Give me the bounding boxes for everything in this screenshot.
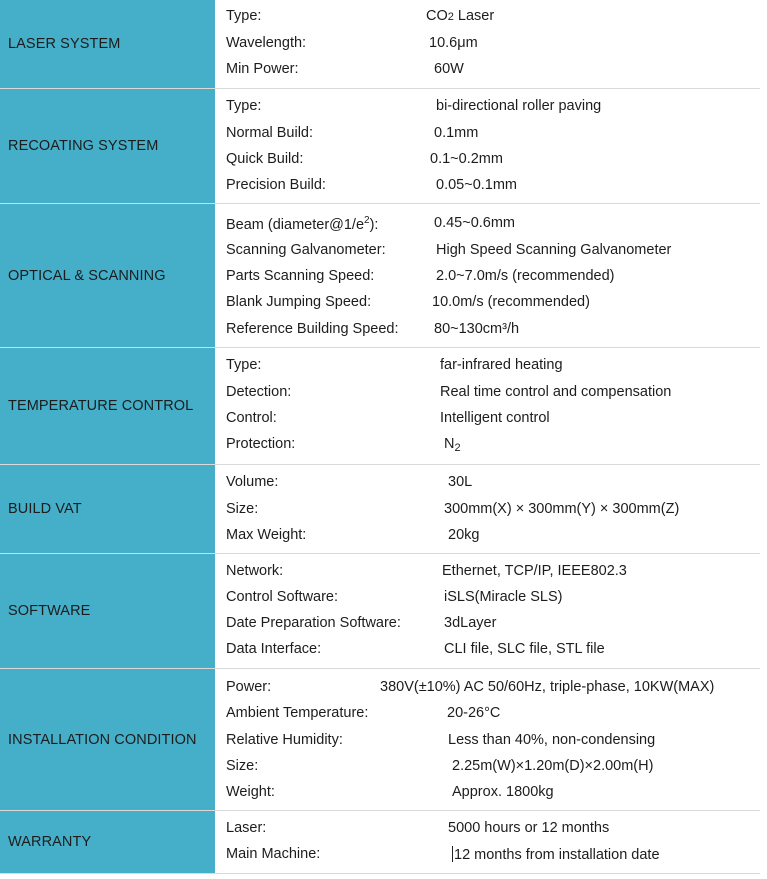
spec-row <box>215 527 760 547</box>
spec-label: Control Software: <box>226 589 339 605</box>
spec-label: Blank Jumping Speed: <box>226 294 372 310</box>
spec-label: Laser: <box>226 820 267 836</box>
spec-value: 10.6μm <box>429 35 478 51</box>
section-rows <box>215 89 760 203</box>
spec-label: Type: <box>226 8 262 24</box>
spec-row <box>215 242 760 262</box>
spec-value: 300mm(X) × 300mm(Y) × 300mm(Z) <box>444 501 680 517</box>
spec-label: Control: <box>226 410 277 426</box>
spec-row <box>215 384 760 404</box>
spec-value: 0.1mm <box>434 125 479 141</box>
spec-row <box>215 268 760 288</box>
spec-row <box>215 846 760 866</box>
section-rows <box>215 554 760 668</box>
text-cursor <box>452 846 453 862</box>
spec-value: 20kg <box>448 527 480 543</box>
spec-value: iSLS(Miracle SLS) <box>444 589 563 605</box>
section-category: WARRANTY <box>0 811 215 873</box>
section-category: INSTALLATION CONDITION <box>0 669 215 810</box>
spec-row <box>215 357 760 377</box>
spec-label: Weight: <box>226 784 275 800</box>
section-category: LASER SYSTEM <box>0 0 215 88</box>
spec-value: 20-26°C <box>447 705 501 721</box>
section-category: SOFTWARE <box>0 554 215 668</box>
spec-row <box>215 501 760 521</box>
spec-section <box>0 348 760 465</box>
spec-row <box>215 35 760 55</box>
spec-row <box>215 98 760 118</box>
spec-row <box>215 436 760 456</box>
spec-label: Normal Build: <box>226 125 314 141</box>
spec-label: Size: <box>226 501 259 517</box>
spec-row <box>215 215 760 235</box>
spec-value: Ethernet, TCP/IP, IEEE802.3 <box>442 563 627 579</box>
spec-row <box>215 589 760 609</box>
spec-section <box>0 465 760 554</box>
spec-label: Beam $(diameter@1/e^2)$: <box>226 215 379 233</box>
spec-label: Relative Humidity: <box>226 732 343 748</box>
spec-row <box>215 321 760 341</box>
spec-row <box>215 758 760 778</box>
spec-value: High Speed Scanning Galvanometer <box>436 242 672 258</box>
spec-label: Size: <box>226 758 259 774</box>
spec-row <box>215 705 760 725</box>
spec-row <box>215 177 760 197</box>
spec-label: Type: <box>226 357 262 373</box>
spec-value: 10.0m/s (recommended) <box>432 294 590 310</box>
spec-value: 5000 hours or 12 months <box>448 820 610 836</box>
spec-row <box>215 784 760 804</box>
spec-value: 30L <box>448 474 473 490</box>
spec-row <box>215 732 760 752</box>
spec-value: 2.0~7.0m/s (recommended) <box>436 268 615 284</box>
spec-section <box>0 204 760 348</box>
section-category: BUILD VAT <box>0 465 215 553</box>
section-category: RECOATING SYSTEM <box>0 89 215 203</box>
spec-label: Ambient Temperature: <box>226 705 369 721</box>
spec-row <box>215 125 760 145</box>
spec-section <box>0 89 760 204</box>
spec-value: CO2 Laser <box>426 8 495 24</box>
spec-row <box>215 474 760 494</box>
section-rows <box>215 669 760 810</box>
spec-value: 2.25m(W)×1.20m(D)×2.00m(H) <box>452 758 654 774</box>
spec-row <box>215 8 760 28</box>
spec-label: Type: <box>226 98 262 114</box>
spec-row <box>215 641 760 661</box>
spec-value: 0.05~0.1mm <box>436 177 518 193</box>
spec-row <box>215 820 760 840</box>
spec-row <box>215 151 760 171</box>
spec-value: Less than 40%, non-condensing <box>448 732 656 748</box>
spec-label: Min Power: <box>226 61 299 77</box>
spec-value: 0.1~0.2mm <box>430 151 503 167</box>
spec-section <box>0 0 760 89</box>
section-rows <box>215 0 760 88</box>
spec-label: Scanning Galvanometer: <box>226 242 386 258</box>
spec-value: CLI file, SLC file, STL file <box>444 641 605 657</box>
spec-section <box>0 669 760 811</box>
spec-value: 3dLayer <box>444 615 497 631</box>
spec-value: bi-directional roller paving <box>436 98 602 114</box>
spec-label: Protection: <box>226 436 296 452</box>
spec-label: Wavelength: <box>226 35 307 51</box>
section-rows <box>215 348 760 464</box>
spec-label: Precision Build: <box>226 177 326 193</box>
spec-label: Max Weight: <box>226 527 307 543</box>
spec-label: Volume: <box>226 474 279 490</box>
spec-value: 80~130cm³/h <box>434 321 520 337</box>
spec-value: 60W <box>434 61 464 77</box>
spec-label: Data Interface: <box>226 641 322 657</box>
spec-label: Date Preparation Software: <box>226 615 401 631</box>
section-category: TEMPERATURE CONTROL <box>0 348 215 464</box>
section-category: OPTICAL & SCANNING <box>0 204 215 347</box>
spec-label: Detection: <box>226 384 292 400</box>
spec-row <box>215 615 760 635</box>
spec-row <box>215 410 760 430</box>
section-rows <box>215 204 760 347</box>
spec-label: Reference Building Speed: <box>226 321 399 337</box>
spec-value: far-infrared heating <box>440 357 563 373</box>
spec-value: Real time control and compensation <box>440 384 672 400</box>
section-rows <box>215 811 760 873</box>
spec-section <box>0 554 760 669</box>
spec-row <box>215 679 760 699</box>
spec-value: Intelligent control <box>440 410 550 426</box>
spec-label: Network: <box>226 563 284 579</box>
spec-label: Parts Scanning Speed: <box>226 268 375 284</box>
spec-value: 12 months from installation date <box>454 847 660 863</box>
spec-row <box>215 294 760 314</box>
spec-section <box>0 811 760 874</box>
spec-value: 0.45~0.6mm <box>434 215 516 231</box>
spec-label: Quick Build: <box>226 151 304 167</box>
section-rows <box>215 465 760 553</box>
spec-value: 380V(±10%) AC 50/60Hz, triple-phase, 10KW(MAX) <box>380 679 715 695</box>
spec-row <box>215 563 760 583</box>
spec-row <box>215 61 760 81</box>
spec-label: Main Machine: <box>226 846 321 862</box>
spec-label: Power: <box>226 679 272 695</box>
spec-value: Approx. 1800kg <box>452 784 554 800</box>
spec-value: $N_2$ <box>444 436 461 454</box>
